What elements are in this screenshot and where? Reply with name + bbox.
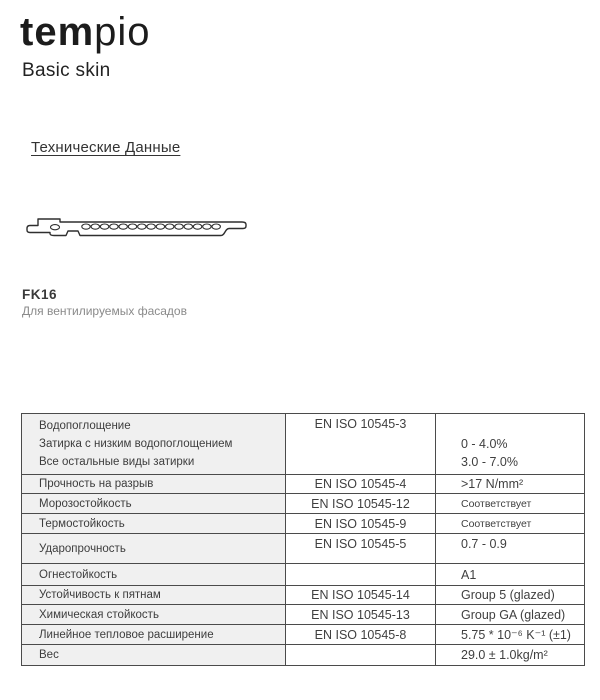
- property-cell: Ударопрочность: [22, 534, 286, 564]
- brand-logo-bold: tem: [20, 10, 95, 54]
- property-cell: Линейное тепловое расширение: [22, 625, 286, 645]
- table-row: [22, 475, 585, 494]
- value-cell: Соответствует: [436, 494, 585, 514]
- value-cell: 5.75 * 10⁻⁶ K⁻¹ (±1): [436, 625, 585, 645]
- standard-cell: EN ISO 10545-14: [286, 586, 436, 605]
- value-line: [461, 417, 580, 435]
- table-row: [22, 605, 585, 625]
- property-cell: [22, 414, 286, 475]
- property-cell: Прочность на разрыв: [22, 475, 286, 494]
- standard-cell: EN ISO 10545-5: [286, 534, 436, 564]
- property-cell: Термостойкость: [22, 514, 286, 534]
- property-line: Затирка с низким водопоглощением: [39, 438, 233, 450]
- value-cell: A1: [436, 564, 585, 586]
- table-row: [22, 586, 585, 605]
- product-code: FK16: [22, 287, 58, 302]
- property-cell: Устойчивость к пятнам: [22, 586, 286, 605]
- property-cell: Морозостойкость: [22, 494, 286, 514]
- standard-cell: EN ISO 10545-4: [286, 475, 436, 494]
- value-cell: 0.7 - 0.9: [436, 534, 585, 564]
- value-cell: Соответствует: [436, 514, 585, 534]
- technical-specs-table: [21, 413, 585, 666]
- standard-cell: EN ISO 10545-12: [286, 494, 436, 514]
- property-cell: Огнестойкость: [22, 564, 286, 586]
- table-row: [22, 414, 585, 475]
- standard-cell: EN ISO 10545-8: [286, 625, 436, 645]
- property-line: Водопоглощение: [39, 420, 131, 432]
- table-row: [22, 494, 585, 514]
- brand-logo-light: pio: [94, 10, 151, 54]
- value-cell: [436, 414, 585, 475]
- table-row: [22, 564, 585, 586]
- standard-cell: EN ISO 10545-9: [286, 514, 436, 534]
- property-line: Все остальные виды затирки: [39, 456, 195, 468]
- table-row: [22, 645, 585, 666]
- table-row: [22, 514, 585, 534]
- brand-subtitle: Basic skin: [22, 60, 111, 81]
- section-heading: Технические Данные: [31, 139, 181, 156]
- standard-cell: [286, 564, 436, 586]
- value-cell: 29.0 ± 1.0kg/m²: [436, 645, 585, 666]
- standard-cell: [286, 645, 436, 666]
- value-cell: Group 5 (glazed): [436, 586, 585, 605]
- product-description: Для вентилируемых фасадов: [22, 304, 187, 318]
- value-cell: >17 N/mm²: [436, 475, 585, 494]
- table-row: [22, 625, 585, 645]
- standard-cell: EN ISO 10545-3: [286, 414, 436, 475]
- value-line: 3.0 - 7.0%: [461, 455, 518, 469]
- value-line: 0 - 4.0%: [461, 437, 508, 451]
- property-cell: Вес: [22, 645, 286, 666]
- value-cell: Group GA (glazed): [436, 605, 585, 625]
- property-cell: Химическая стойкость: [22, 605, 286, 625]
- panel-profile-drawing: [24, 212, 248, 240]
- table-row: [22, 534, 585, 564]
- brand-logo: [20, 10, 151, 54]
- standard-cell: EN ISO 10545-13: [286, 605, 436, 625]
